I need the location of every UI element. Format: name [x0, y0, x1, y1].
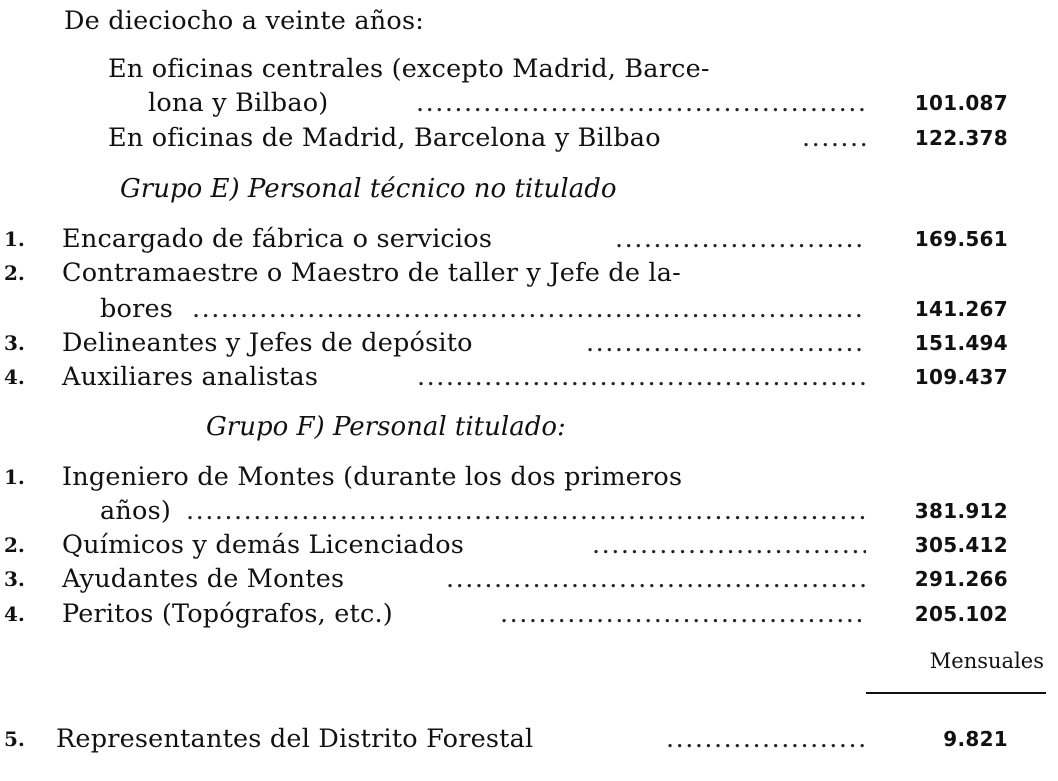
row-number: 2.: [4, 261, 25, 285]
subgroup-row-2-text: En oficinas de Madrid, Barcelona y Bilbao: [108, 123, 661, 153]
row-number: 2.: [4, 533, 25, 557]
dot-leader: [666, 722, 866, 756]
row-amount: 151.494: [914, 331, 1008, 355]
group-e-row-3: [0, 326, 1058, 360]
group-f-heading-line: [0, 410, 1058, 444]
row-amount: 9.821: [943, 727, 1008, 751]
dot-leader: [446, 562, 866, 596]
group-f-row-1-line1: [0, 460, 1058, 494]
row-text: Ingeniero de Montes (durante los dos primeros: [62, 462, 683, 492]
row-text: Representantes del Distrito Forestal: [56, 724, 534, 754]
dot-leader: [186, 494, 866, 528]
group-e-row-2-line2: [0, 292, 1058, 326]
row-text: Ayudantes de Montes: [62, 564, 345, 594]
group-f-row-3: [0, 562, 1058, 596]
row-amount: 109.437: [914, 365, 1008, 389]
row-text: Contramaestre o Maestro de taller y Jefe de la-: [62, 258, 681, 288]
row-number: 1.: [4, 227, 25, 251]
subgroup-row-1-text: En oficinas centrales (excepto Madrid, Barce-: [108, 54, 710, 84]
group-e-row-4: [0, 360, 1058, 394]
row-number: 4.: [4, 602, 25, 626]
subgroup-row-1-text-cont: lona y Bilbao): [148, 88, 329, 118]
row-amount: 141.267: [914, 297, 1008, 321]
subgroup-row-2: [0, 121, 1058, 155]
subgroup-row-1-amount: 101.087: [914, 91, 1008, 115]
group-f-row-4: [0, 597, 1058, 631]
row-number: 1.: [4, 465, 25, 489]
intro-line: [0, 4, 1058, 38]
dot-leader: [586, 326, 866, 360]
row-text: Encargado de fábrica o servicios: [62, 224, 493, 254]
row-amount: 205.102: [914, 602, 1008, 626]
subgroup-row-2-amount: 122.378: [914, 126, 1008, 150]
group-f-heading: Grupo F) Personal titulado:: [206, 412, 566, 442]
row-text: Peritos (Topógrafos, etc.): [62, 599, 393, 629]
row-text: Auxiliares analistas: [62, 362, 319, 392]
subgroup-row-1-line1: [0, 52, 1058, 86]
mensuales-label: Mensuales: [929, 649, 1044, 673]
row-amount: 291.266: [914, 567, 1008, 591]
row-amount: 169.561: [914, 227, 1008, 251]
dot-leader: [416, 86, 866, 120]
group-e-heading: Grupo E) Personal técnico no titulado: [120, 174, 617, 204]
group-e-heading-line: [0, 172, 1058, 206]
group-e-row-2-line1: [0, 256, 1058, 290]
dot-leader: [417, 360, 866, 394]
row-number: 4.: [4, 365, 25, 389]
row-amount: 305.412: [914, 533, 1008, 557]
group-f-row-1-line2: [0, 494, 1058, 528]
row-text-cont: años): [100, 496, 172, 526]
intro-text: De dieciocho a veinte años:: [64, 6, 425, 36]
dot-leader: [802, 121, 866, 155]
dot-leader: [192, 292, 866, 326]
group-e-row-1: [0, 222, 1058, 256]
row-text: Delineantes y Jefes de depósito: [62, 328, 473, 358]
subgroup-row-1-line2: [0, 86, 1058, 120]
row-text: Químicos y demás Licenciados: [62, 530, 465, 560]
dot-leader: [615, 222, 866, 256]
row-number: 5.: [4, 727, 25, 751]
dot-leader: [500, 597, 866, 631]
row-amount: 381.912: [914, 499, 1008, 523]
group-f-row-2: [0, 528, 1058, 562]
monthly-row: [0, 722, 1058, 756]
row-text-cont: bores: [100, 294, 174, 324]
row-number: 3.: [4, 331, 25, 355]
row-number: 3.: [4, 567, 25, 591]
mensuales-line: [0, 644, 1058, 678]
dot-leader: [592, 528, 866, 562]
divider-rule: [866, 692, 1046, 694]
